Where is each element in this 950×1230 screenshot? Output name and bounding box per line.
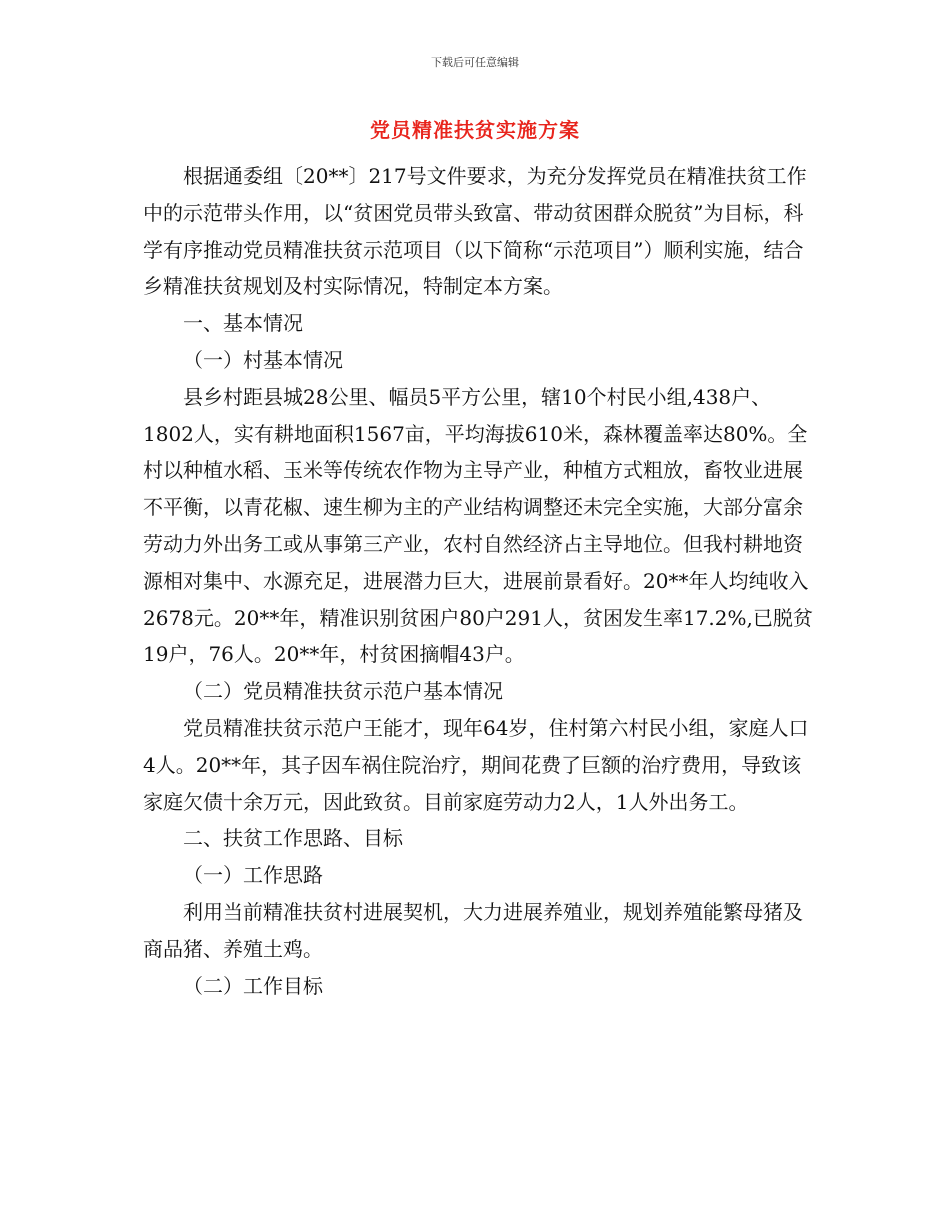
header-note: 下载后可任意编辑: [431, 56, 519, 69]
village-situation-paragraph: 县乡村距县城28公里、幅员5平方公里，辖10个村民小组,438户、1802人，实有耕地面积1567亩，平均海拔610米，森林覆盖率达80%。全村以种植水稻、玉米等传统农作物为主导产业，种植方式粗放，畜牧业进展不平衡，以青花椒、速生柳为主的产业结构调整还未完全实施，大部分富余劳动力外出务工或从事第三产业，农村自然经济占主导地位。但我村耕地资源相对集中、水源充足，进展潜力巨大，进展前景看好。20**年人均纯收入2678元。20**年，精准识别贫困户80户291人，贫困发生率17.2%,已脱贫19户，76人。20**年，村贫困摘帽43户。: [143, 384, 813, 667]
section-heading-basic-situation: 一、基本情况: [183, 311, 303, 336]
subsection-heading-work-goal: （二）工作目标: [183, 973, 323, 998]
subsection-heading-model-household: （二）党员精准扶贫示范户基本情况: [183, 679, 503, 704]
subsection-heading-work-idea: （一）工作思路: [183, 863, 323, 888]
work-idea-paragraph: 利用当前精准扶贫村进展契机，大力进展养殖业，规划养殖能繁母猪及商品猪、养殖土鸡。: [143, 899, 803, 961]
intro-paragraph: 根据通委组〔20**〕217号文件要求，为充分发挥党员在精准扶贫工作中的示范带头作用，以“贫困党员带头致富、带动贫困群众脱贫”为目标，科学有序推动党员精准扶贫示范项目（以下简称“示范项目”）顺利实施，结合乡精准扶贫规划及村实际情况，特制定本方案。: [143, 164, 807, 299]
section-heading-work-plan: 二、扶贫工作思路、目标: [183, 826, 403, 851]
subsection-heading-village-situation: （一）村基本情况: [183, 347, 343, 372]
document-title: 党员精准扶贫实施方案: [370, 118, 580, 142]
model-household-paragraph: 党员精准扶贫示范户王能才，现年64岁，住村第六村民小组，家庭人口4人。20**年，其子因车祸住院治疗，期间花费了巨额的治疗费用，导致该家庭欠债十余万元，因此致贫。目前家庭劳动力2人，1人外出务工。: [143, 715, 809, 814]
document-body: [143, 158, 815, 1004]
